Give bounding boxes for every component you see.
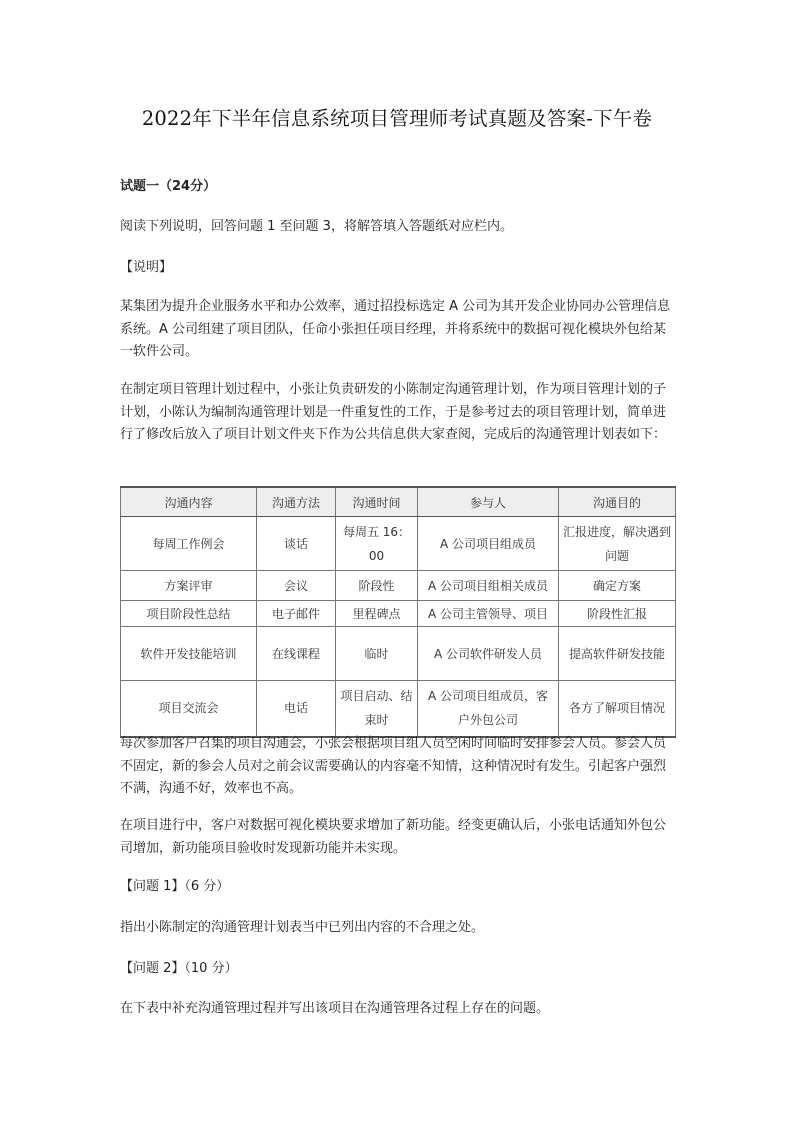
table-cell: A 公司项目组成员，客户外包公司 xyxy=(418,681,559,737)
header-content: 沟通内容 xyxy=(121,487,257,517)
table-cell: 每周五 16：00 xyxy=(336,517,418,571)
table-cell: A 公司项目组成员 xyxy=(418,517,559,571)
table-row xyxy=(121,571,676,601)
table-cell: 临时 xyxy=(336,627,418,681)
header-participants: 参与人 xyxy=(418,487,559,517)
question-2-points: （10 分） xyxy=(184,961,238,976)
table-cell: 电话 xyxy=(257,681,336,737)
question-2-label: 【问题 2】 xyxy=(120,961,185,976)
table-cell: 各方了解项目情况 xyxy=(559,681,676,737)
instruction-text: 阅读下列说明，回答问题 1 至问题 3，将解答填入答题纸对应栏内。 xyxy=(120,219,513,234)
table-row xyxy=(121,681,676,737)
header-purpose: 沟通目的 xyxy=(559,487,676,517)
question-1-label: 【问题 1】 xyxy=(120,879,185,894)
table-cell: 在线课程 xyxy=(257,627,336,681)
question-1-points: （6 分） xyxy=(184,879,230,894)
scenario-paragraph-1: 某集团为提升企业服务水平和办公效率，通过招投标选定 A 公司为其开发企业协同办公管理信息系统。A 公司组建了项目团队，任命小张担任项目经理，并将系统中的数据可视化模块外包给某一软件公司。 xyxy=(120,299,671,359)
question-1-heading xyxy=(120,876,676,899)
table-cell: 会议 xyxy=(257,571,336,601)
table-cell: 谈话 xyxy=(257,517,336,571)
explanation-label: 【说明】 xyxy=(120,260,173,275)
question-2-text: 在下表中补充沟通管理过程并写出该项目在沟通管理各过程上存在的问题。 xyxy=(120,1001,550,1016)
header-time: 沟通时间 xyxy=(336,487,418,517)
table-cell: 方案评审 xyxy=(121,571,257,601)
table-cell: 电子邮件 xyxy=(257,601,336,627)
table-row xyxy=(121,601,676,627)
table-cell: 项目交流会 xyxy=(121,681,257,737)
table-cell: 阶段性 xyxy=(336,571,418,601)
scenario-paragraph-3: 每次参加客户召集的项目沟通会，小张会根据项目组人员空闲时间临时安排参会人员。参会人员不固定，新的参会人员对之前会议需要确认的内容毫不知情，这种情况时有发生。引起客户强烈不满，沟通不好，效率也不高。 xyxy=(120,736,667,796)
table-cell: 汇报进度，解决遇到问题 xyxy=(559,517,676,571)
communication-plan-table xyxy=(120,486,676,738)
table-cell: 阶段性汇报 xyxy=(559,601,676,627)
table-cell: 每周工作例会 xyxy=(121,517,257,571)
table-cell: A 公司项目组相关成员 xyxy=(418,571,559,601)
table-row xyxy=(121,627,676,681)
table-cell: 里程碑点 xyxy=(336,601,418,627)
scenario-paragraph-2: 在制定项目管理计划过程中，小张让负责研发的小陈制定沟通管理计划，作为项目管理计划的子计划，小陈认为编制沟通管理计划是一件重复性的工作，于是参考过去的项目管理计划，简单进行了修改后放入了项目计划文件夹下作为公共信息供大家查阅，完成后的沟通管理计划表如下： xyxy=(120,382,667,442)
table-cell: 项目启动、结束时 xyxy=(336,681,418,737)
header-method: 沟通方法 xyxy=(257,487,336,517)
table-cell: A 公司软件研发人员 xyxy=(418,627,559,681)
scenario-paragraph-4: 在项目进行中，客户对数据可视化模块要求增加了新功能。经变更确认后，小张电话通知外包公司增加，新功能项目验收时发现新功能并未实现。 xyxy=(120,818,667,856)
table-cell: 软件开发技能培训 xyxy=(121,627,257,681)
question-heading: 试题一（24分） xyxy=(120,179,217,194)
table-header-row xyxy=(121,487,676,517)
table-cell: 项目阶段性总结 xyxy=(121,601,257,627)
table-cell: 确定方案 xyxy=(559,571,676,601)
table-row xyxy=(121,517,676,571)
page-title: 2022年下半年信息系统项目管理师考试真题及答案-下午卷 xyxy=(141,107,653,130)
question-1-text: 指出小陈制定的沟通管理计划表当中已列出内容的不合理之处。 xyxy=(120,920,485,935)
question-2-heading xyxy=(120,958,676,981)
table-cell: A 公司主管领导、项目 xyxy=(418,601,559,627)
table-cell: 提高软件研发技能 xyxy=(559,627,676,681)
